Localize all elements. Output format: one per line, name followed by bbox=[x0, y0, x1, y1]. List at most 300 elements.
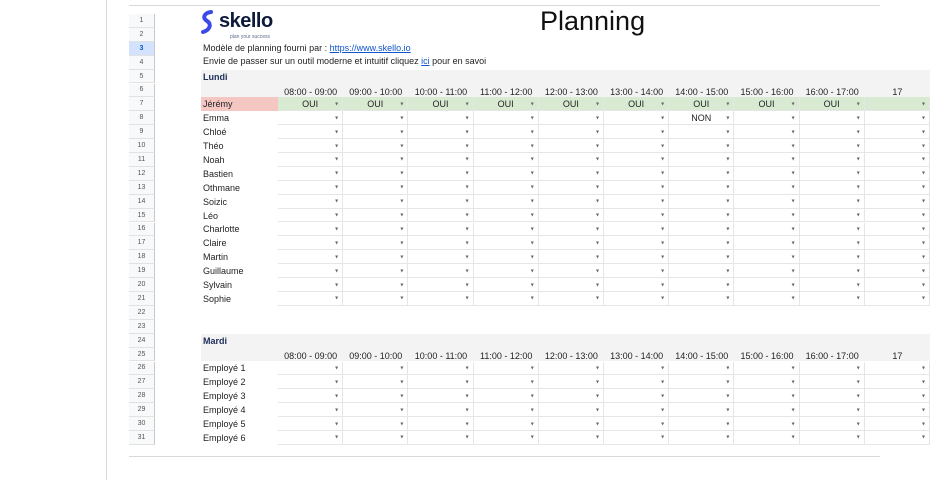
dropdown-arrow-icon[interactable]: ▾ bbox=[661, 365, 665, 372]
availability-dropdown-cell[interactable] bbox=[865, 167, 930, 181]
employee-name[interactable]: Employé 2 bbox=[203, 377, 246, 388]
availability-dropdown-cell[interactable] bbox=[539, 181, 604, 195]
dropdown-arrow-icon[interactable]: ▾ bbox=[400, 379, 404, 386]
dropdown-arrow-icon[interactable]: ▾ bbox=[595, 365, 599, 372]
availability-dropdown-cell[interactable] bbox=[278, 375, 343, 389]
dropdown-arrow-icon[interactable]: ▾ bbox=[400, 254, 404, 261]
availability-dropdown-cell[interactable] bbox=[865, 236, 930, 250]
dropdown-arrow-icon[interactable]: ▾ bbox=[335, 240, 339, 247]
dropdown-arrow-icon[interactable]: ▾ bbox=[595, 393, 599, 400]
row-number[interactable]: 24 bbox=[129, 334, 155, 348]
dropdown-arrow-icon[interactable]: ▾ bbox=[465, 365, 469, 372]
availability-dropdown-cell[interactable] bbox=[800, 139, 865, 153]
row-number[interactable]: 9 bbox=[129, 125, 155, 139]
dropdown-arrow-icon[interactable]: ▾ bbox=[530, 295, 534, 302]
availability-dropdown-cell[interactable] bbox=[343, 417, 408, 431]
dropdown-arrow-icon[interactable]: ▾ bbox=[921, 156, 925, 163]
dropdown-arrow-icon[interactable]: ▾ bbox=[791, 156, 795, 163]
row-number[interactable]: 3 bbox=[129, 42, 155, 56]
availability-dropdown-cell[interactable] bbox=[408, 417, 473, 431]
dropdown-arrow-icon[interactable]: ▾ bbox=[661, 101, 665, 108]
row-number[interactable]: 16 bbox=[129, 223, 155, 237]
dropdown-arrow-icon[interactable]: ▾ bbox=[791, 407, 795, 414]
availability-dropdown-cell[interactable] bbox=[734, 195, 799, 209]
dropdown-arrow-icon[interactable]: ▾ bbox=[530, 365, 534, 372]
availability-dropdown-cell[interactable] bbox=[734, 278, 799, 292]
dropdown-arrow-icon[interactable]: ▾ bbox=[726, 365, 730, 372]
availability-dropdown-cell[interactable] bbox=[408, 181, 473, 195]
availability-dropdown-cell[interactable] bbox=[604, 236, 669, 250]
availability-dropdown-cell[interactable] bbox=[278, 362, 343, 376]
availability-dropdown-cell[interactable] bbox=[800, 125, 865, 139]
availability-dropdown-cell[interactable] bbox=[343, 181, 408, 195]
promo-link[interactable]: ici bbox=[421, 56, 430, 66]
dropdown-arrow-icon[interactable]: ▾ bbox=[335, 407, 339, 414]
dropdown-arrow-icon[interactable]: ▾ bbox=[530, 240, 534, 247]
dropdown-arrow-icon[interactable]: ▾ bbox=[726, 184, 730, 191]
row-number[interactable]: 8 bbox=[129, 111, 155, 125]
dropdown-arrow-icon[interactable]: ▾ bbox=[856, 268, 860, 275]
dropdown-arrow-icon[interactable]: ▾ bbox=[595, 198, 599, 205]
dropdown-arrow-icon[interactable]: ▾ bbox=[530, 254, 534, 261]
availability-dropdown-cell[interactable] bbox=[343, 362, 408, 376]
dropdown-arrow-icon[interactable]: ▾ bbox=[335, 393, 339, 400]
availability-dropdown-cell[interactable] bbox=[669, 417, 734, 431]
availability-dropdown-cell[interactable] bbox=[669, 375, 734, 389]
availability-dropdown-cell[interactable] bbox=[669, 97, 734, 111]
availability-dropdown-cell[interactable] bbox=[734, 236, 799, 250]
dropdown-arrow-icon[interactable]: ▾ bbox=[921, 379, 925, 386]
dropdown-arrow-icon[interactable]: ▾ bbox=[726, 226, 730, 233]
dropdown-arrow-icon[interactable]: ▾ bbox=[661, 226, 665, 233]
row-number[interactable]: 4 bbox=[129, 56, 155, 70]
availability-dropdown-cell[interactable] bbox=[800, 431, 865, 445]
dropdown-arrow-icon[interactable]: ▾ bbox=[726, 434, 730, 441]
availability-dropdown-cell[interactable] bbox=[669, 389, 734, 403]
dropdown-arrow-icon[interactable]: ▾ bbox=[791, 393, 795, 400]
availability-dropdown-cell[interactable] bbox=[604, 111, 669, 125]
availability-dropdown-cell[interactable] bbox=[539, 153, 604, 167]
dropdown-arrow-icon[interactable]: ▾ bbox=[921, 184, 925, 191]
availability-dropdown-cell[interactable] bbox=[800, 292, 865, 306]
availability-dropdown-cell[interactable] bbox=[474, 195, 539, 209]
dropdown-arrow-icon[interactable]: ▾ bbox=[465, 254, 469, 261]
availability-dropdown-cell[interactable] bbox=[408, 139, 473, 153]
dropdown-arrow-icon[interactable]: ▾ bbox=[465, 407, 469, 414]
availability-dropdown-cell[interactable] bbox=[539, 417, 604, 431]
availability-dropdown-cell[interactable] bbox=[669, 431, 734, 445]
availability-dropdown-cell[interactable] bbox=[474, 167, 539, 181]
dropdown-arrow-icon[interactable]: ▾ bbox=[856, 282, 860, 289]
availability-dropdown-cell[interactable] bbox=[865, 153, 930, 167]
employee-name[interactable]: Chloé bbox=[203, 127, 227, 138]
dropdown-arrow-icon[interactable]: ▾ bbox=[595, 184, 599, 191]
availability-dropdown-cell[interactable] bbox=[865, 97, 930, 111]
dropdown-arrow-icon[interactable]: ▾ bbox=[400, 240, 404, 247]
dropdown-arrow-icon[interactable]: ▾ bbox=[335, 268, 339, 275]
availability-dropdown-cell[interactable] bbox=[669, 292, 734, 306]
row-number[interactable]: 29 bbox=[129, 403, 155, 417]
availability-dropdown-cell[interactable] bbox=[474, 375, 539, 389]
dropdown-arrow-icon[interactable]: ▾ bbox=[726, 240, 730, 247]
dropdown-arrow-icon[interactable]: ▾ bbox=[400, 143, 404, 150]
dropdown-arrow-icon[interactable]: ▾ bbox=[921, 226, 925, 233]
availability-dropdown-cell[interactable] bbox=[604, 362, 669, 376]
availability-dropdown-cell[interactable] bbox=[474, 362, 539, 376]
dropdown-arrow-icon[interactable]: ▾ bbox=[921, 407, 925, 414]
dropdown-arrow-icon[interactable]: ▾ bbox=[661, 379, 665, 386]
availability-dropdown-cell[interactable] bbox=[408, 111, 473, 125]
row-number[interactable]: 6 bbox=[129, 84, 155, 98]
availability-dropdown-cell[interactable] bbox=[343, 167, 408, 181]
availability-dropdown-cell[interactable] bbox=[278, 139, 343, 153]
dropdown-arrow-icon[interactable]: ▾ bbox=[661, 240, 665, 247]
availability-dropdown-cell[interactable] bbox=[669, 264, 734, 278]
availability-dropdown-cell[interactable] bbox=[800, 153, 865, 167]
availability-dropdown-cell[interactable] bbox=[278, 195, 343, 209]
dropdown-arrow-icon[interactable]: ▾ bbox=[661, 129, 665, 136]
availability-dropdown-cell[interactable] bbox=[278, 278, 343, 292]
dropdown-arrow-icon[interactable]: ▾ bbox=[661, 393, 665, 400]
dropdown-arrow-icon[interactable]: ▾ bbox=[400, 434, 404, 441]
dropdown-arrow-icon[interactable]: ▾ bbox=[530, 421, 534, 428]
availability-dropdown-cell[interactable] bbox=[278, 292, 343, 306]
dropdown-arrow-icon[interactable]: ▾ bbox=[856, 170, 860, 177]
availability-dropdown-cell[interactable] bbox=[343, 292, 408, 306]
dropdown-arrow-icon[interactable]: ▾ bbox=[335, 115, 339, 122]
availability-dropdown-cell[interactable] bbox=[604, 181, 669, 195]
dropdown-arrow-icon[interactable]: ▾ bbox=[530, 115, 534, 122]
employee-name[interactable]: Bastien bbox=[203, 168, 234, 179]
employee-name[interactable]: Léo bbox=[203, 210, 219, 221]
row-number[interactable]: 13 bbox=[129, 181, 155, 195]
row-number[interactable]: 22 bbox=[129, 306, 155, 320]
dropdown-arrow-icon[interactable]: ▾ bbox=[595, 407, 599, 414]
availability-dropdown-cell[interactable] bbox=[800, 362, 865, 376]
availability-dropdown-cell[interactable] bbox=[474, 264, 539, 278]
availability-dropdown-cell[interactable] bbox=[343, 153, 408, 167]
skello-link[interactable]: https://www.skello.io bbox=[329, 43, 411, 53]
availability-dropdown-cell[interactable] bbox=[474, 97, 539, 111]
availability-dropdown-cell[interactable] bbox=[865, 389, 930, 403]
dropdown-arrow-icon[interactable]: ▾ bbox=[921, 115, 925, 122]
row-number[interactable]: 11 bbox=[129, 153, 155, 167]
dropdown-arrow-icon[interactable]: ▾ bbox=[400, 156, 404, 163]
dropdown-arrow-icon[interactable]: ▾ bbox=[726, 393, 730, 400]
availability-dropdown-cell[interactable] bbox=[408, 223, 473, 237]
dropdown-arrow-icon[interactable]: ▾ bbox=[465, 115, 469, 122]
availability-dropdown-cell[interactable] bbox=[278, 111, 343, 125]
availability-dropdown-cell[interactable] bbox=[278, 417, 343, 431]
availability-dropdown-cell[interactable] bbox=[343, 111, 408, 125]
dropdown-arrow-icon[interactable]: ▾ bbox=[335, 434, 339, 441]
availability-dropdown-cell[interactable] bbox=[669, 139, 734, 153]
availability-dropdown-cell[interactable] bbox=[604, 167, 669, 181]
dropdown-arrow-icon[interactable]: ▾ bbox=[595, 295, 599, 302]
dropdown-arrow-icon[interactable]: ▾ bbox=[465, 226, 469, 233]
availability-dropdown-cell[interactable] bbox=[539, 403, 604, 417]
dropdown-arrow-icon[interactable]: ▾ bbox=[791, 101, 795, 108]
employee-name[interactable]: Jérémy bbox=[201, 97, 278, 111]
dropdown-arrow-icon[interactable]: ▾ bbox=[856, 407, 860, 414]
availability-dropdown-cell[interactable] bbox=[734, 209, 799, 223]
availability-dropdown-cell[interactable] bbox=[800, 195, 865, 209]
availability-dropdown-cell[interactable] bbox=[865, 278, 930, 292]
row-number[interactable]: 27 bbox=[129, 375, 155, 389]
dropdown-arrow-icon[interactable]: ▾ bbox=[335, 379, 339, 386]
dropdown-arrow-icon[interactable]: ▾ bbox=[726, 282, 730, 289]
availability-dropdown-cell[interactable] bbox=[734, 97, 799, 111]
dropdown-arrow-icon[interactable]: ▾ bbox=[335, 226, 339, 233]
availability-dropdown-cell[interactable] bbox=[604, 292, 669, 306]
dropdown-arrow-icon[interactable]: ▾ bbox=[595, 226, 599, 233]
dropdown-arrow-icon[interactable]: ▾ bbox=[530, 393, 534, 400]
availability-dropdown-cell[interactable] bbox=[408, 153, 473, 167]
dropdown-arrow-icon[interactable]: ▾ bbox=[921, 295, 925, 302]
availability-dropdown-cell[interactable] bbox=[539, 431, 604, 445]
availability-dropdown-cell[interactable] bbox=[669, 195, 734, 209]
dropdown-arrow-icon[interactable]: ▾ bbox=[661, 407, 665, 414]
availability-dropdown-cell[interactable] bbox=[539, 139, 604, 153]
availability-dropdown-cell[interactable] bbox=[604, 139, 669, 153]
employee-name[interactable]: Noah bbox=[203, 154, 225, 165]
dropdown-arrow-icon[interactable]: ▾ bbox=[856, 379, 860, 386]
dropdown-arrow-icon[interactable]: ▾ bbox=[791, 184, 795, 191]
availability-dropdown-cell[interactable] bbox=[669, 209, 734, 223]
dropdown-arrow-icon[interactable]: ▾ bbox=[335, 212, 339, 219]
dropdown-arrow-icon[interactable]: ▾ bbox=[726, 295, 730, 302]
availability-dropdown-cell[interactable] bbox=[734, 417, 799, 431]
availability-dropdown-cell[interactable] bbox=[343, 375, 408, 389]
row-number[interactable]: 12 bbox=[129, 167, 155, 181]
availability-dropdown-cell[interactable] bbox=[734, 153, 799, 167]
dropdown-arrow-icon[interactable]: ▾ bbox=[400, 170, 404, 177]
dropdown-arrow-icon[interactable]: ▾ bbox=[661, 421, 665, 428]
availability-dropdown-cell[interactable] bbox=[343, 139, 408, 153]
dropdown-arrow-icon[interactable]: ▾ bbox=[856, 226, 860, 233]
availability-dropdown-cell[interactable] bbox=[604, 223, 669, 237]
availability-dropdown-cell[interactable] bbox=[343, 223, 408, 237]
availability-dropdown-cell[interactable] bbox=[865, 362, 930, 376]
dropdown-arrow-icon[interactable]: ▾ bbox=[400, 184, 404, 191]
availability-dropdown-cell[interactable] bbox=[408, 195, 473, 209]
dropdown-arrow-icon[interactable]: ▾ bbox=[726, 198, 730, 205]
employee-name[interactable]: Théo bbox=[203, 141, 224, 152]
dropdown-arrow-icon[interactable]: ▾ bbox=[921, 365, 925, 372]
availability-dropdown-cell[interactable] bbox=[474, 125, 539, 139]
availability-dropdown-cell[interactable] bbox=[669, 167, 734, 181]
availability-dropdown-cell[interactable] bbox=[865, 139, 930, 153]
availability-dropdown-cell[interactable] bbox=[278, 431, 343, 445]
dropdown-arrow-icon[interactable]: ▾ bbox=[856, 212, 860, 219]
availability-dropdown-cell[interactable] bbox=[800, 417, 865, 431]
dropdown-arrow-icon[interactable]: ▾ bbox=[465, 268, 469, 275]
dropdown-arrow-icon[interactable]: ▾ bbox=[530, 143, 534, 150]
availability-dropdown-cell[interactable] bbox=[604, 375, 669, 389]
dropdown-arrow-icon[interactable]: ▾ bbox=[726, 421, 730, 428]
availability-dropdown-cell[interactable] bbox=[278, 181, 343, 195]
dropdown-arrow-icon[interactable]: ▾ bbox=[530, 407, 534, 414]
availability-dropdown-cell[interactable] bbox=[408, 362, 473, 376]
dropdown-arrow-icon[interactable]: ▾ bbox=[595, 282, 599, 289]
row-number[interactable]: 2 bbox=[129, 28, 155, 42]
dropdown-arrow-icon[interactable]: ▾ bbox=[791, 434, 795, 441]
row-number[interactable]: 15 bbox=[129, 209, 155, 223]
availability-dropdown-cell[interactable] bbox=[539, 223, 604, 237]
availability-dropdown-cell[interactable] bbox=[604, 195, 669, 209]
availability-dropdown-cell[interactable] bbox=[278, 389, 343, 403]
availability-dropdown-cell[interactable] bbox=[800, 403, 865, 417]
availability-dropdown-cell[interactable] bbox=[278, 167, 343, 181]
availability-dropdown-cell[interactable] bbox=[539, 125, 604, 139]
availability-dropdown-cell[interactable] bbox=[734, 264, 799, 278]
employee-name[interactable]: Guillaume bbox=[203, 266, 244, 277]
availability-dropdown-cell[interactable] bbox=[539, 195, 604, 209]
availability-dropdown-cell[interactable] bbox=[474, 417, 539, 431]
row-number[interactable]: 28 bbox=[129, 389, 155, 403]
dropdown-arrow-icon[interactable]: ▾ bbox=[335, 156, 339, 163]
availability-dropdown-cell[interactable] bbox=[734, 223, 799, 237]
dropdown-arrow-icon[interactable]: ▾ bbox=[465, 282, 469, 289]
dropdown-arrow-icon[interactable]: ▾ bbox=[726, 115, 730, 122]
dropdown-arrow-icon[interactable]: ▾ bbox=[335, 198, 339, 205]
dropdown-arrow-icon[interactable]: ▾ bbox=[530, 379, 534, 386]
availability-dropdown-cell[interactable] bbox=[408, 375, 473, 389]
dropdown-arrow-icon[interactable]: ▾ bbox=[661, 254, 665, 261]
availability-dropdown-cell[interactable] bbox=[408, 292, 473, 306]
availability-dropdown-cell[interactable] bbox=[343, 403, 408, 417]
availability-dropdown-cell[interactable] bbox=[343, 209, 408, 223]
availability-dropdown-cell[interactable] bbox=[474, 111, 539, 125]
dropdown-arrow-icon[interactable]: ▾ bbox=[400, 268, 404, 275]
availability-dropdown-cell[interactable] bbox=[539, 292, 604, 306]
dropdown-arrow-icon[interactable]: ▾ bbox=[791, 295, 795, 302]
availability-dropdown-cell[interactable] bbox=[800, 250, 865, 264]
dropdown-arrow-icon[interactable]: ▾ bbox=[530, 184, 534, 191]
row-number[interactable]: 7 bbox=[129, 97, 155, 111]
dropdown-arrow-icon[interactable]: ▾ bbox=[856, 365, 860, 372]
row-number[interactable]: 17 bbox=[129, 236, 155, 250]
availability-dropdown-cell[interactable] bbox=[408, 264, 473, 278]
dropdown-arrow-icon[interactable]: ▾ bbox=[856, 184, 860, 191]
dropdown-arrow-icon[interactable]: ▾ bbox=[465, 240, 469, 247]
dropdown-arrow-icon[interactable]: ▾ bbox=[530, 129, 534, 136]
dropdown-arrow-icon[interactable]: ▾ bbox=[465, 379, 469, 386]
dropdown-arrow-icon[interactable]: ▾ bbox=[465, 434, 469, 441]
availability-dropdown-cell[interactable] bbox=[539, 111, 604, 125]
availability-dropdown-cell[interactable] bbox=[604, 417, 669, 431]
dropdown-arrow-icon[interactable]: ▾ bbox=[921, 198, 925, 205]
dropdown-arrow-icon[interactable]: ▾ bbox=[465, 393, 469, 400]
dropdown-arrow-icon[interactable]: ▾ bbox=[400, 282, 404, 289]
employee-name[interactable]: Claire bbox=[203, 238, 227, 249]
dropdown-arrow-icon[interactable]: ▾ bbox=[791, 115, 795, 122]
availability-dropdown-cell[interactable] bbox=[669, 153, 734, 167]
dropdown-arrow-icon[interactable]: ▾ bbox=[921, 282, 925, 289]
availability-dropdown-cell[interactable] bbox=[669, 111, 734, 125]
availability-dropdown-cell[interactable] bbox=[408, 209, 473, 223]
dropdown-arrow-icon[interactable]: ▾ bbox=[530, 101, 534, 108]
employee-name[interactable]: Employé 4 bbox=[203, 405, 246, 416]
dropdown-arrow-icon[interactable]: ▾ bbox=[661, 434, 665, 441]
dropdown-arrow-icon[interactable]: ▾ bbox=[595, 129, 599, 136]
availability-dropdown-cell[interactable] bbox=[734, 125, 799, 139]
row-number[interactable]: 10 bbox=[129, 139, 155, 153]
availability-dropdown-cell[interactable] bbox=[800, 236, 865, 250]
dropdown-arrow-icon[interactable]: ▾ bbox=[335, 365, 339, 372]
dropdown-arrow-icon[interactable]: ▾ bbox=[791, 379, 795, 386]
availability-dropdown-cell[interactable] bbox=[800, 264, 865, 278]
dropdown-arrow-icon[interactable]: ▾ bbox=[335, 295, 339, 302]
dropdown-arrow-icon[interactable]: ▾ bbox=[921, 393, 925, 400]
availability-dropdown-cell[interactable] bbox=[278, 153, 343, 167]
availability-dropdown-cell[interactable] bbox=[343, 125, 408, 139]
employee-name[interactable]: Othmane bbox=[203, 182, 241, 193]
availability-dropdown-cell[interactable] bbox=[865, 250, 930, 264]
dropdown-arrow-icon[interactable]: ▾ bbox=[530, 156, 534, 163]
row-number[interactable]: 5 bbox=[129, 70, 155, 84]
dropdown-arrow-icon[interactable]: ▾ bbox=[856, 101, 860, 108]
dropdown-arrow-icon[interactable]: ▾ bbox=[856, 254, 860, 261]
dropdown-arrow-icon[interactable]: ▾ bbox=[921, 268, 925, 275]
dropdown-arrow-icon[interactable]: ▾ bbox=[791, 365, 795, 372]
employee-name[interactable]: Soizic bbox=[203, 196, 228, 207]
availability-dropdown-cell[interactable] bbox=[474, 292, 539, 306]
dropdown-arrow-icon[interactable]: ▾ bbox=[595, 170, 599, 177]
availability-dropdown-cell[interactable] bbox=[800, 167, 865, 181]
availability-dropdown-cell[interactable] bbox=[669, 278, 734, 292]
row-number[interactable]: 21 bbox=[129, 292, 155, 306]
dropdown-arrow-icon[interactable]: ▾ bbox=[661, 198, 665, 205]
availability-dropdown-cell[interactable] bbox=[474, 278, 539, 292]
dropdown-arrow-icon[interactable]: ▾ bbox=[335, 282, 339, 289]
availability-dropdown-cell[interactable] bbox=[474, 153, 539, 167]
availability-dropdown-cell[interactable] bbox=[539, 97, 604, 111]
dropdown-arrow-icon[interactable]: ▾ bbox=[661, 282, 665, 289]
dropdown-arrow-icon[interactable]: ▾ bbox=[856, 295, 860, 302]
availability-dropdown-cell[interactable] bbox=[734, 389, 799, 403]
dropdown-arrow-icon[interactable]: ▾ bbox=[856, 198, 860, 205]
dropdown-arrow-icon[interactable]: ▾ bbox=[791, 129, 795, 136]
dropdown-arrow-icon[interactable]: ▾ bbox=[335, 170, 339, 177]
availability-dropdown-cell[interactable] bbox=[669, 250, 734, 264]
dropdown-arrow-icon[interactable]: ▾ bbox=[921, 240, 925, 247]
row-number[interactable]: 25 bbox=[129, 348, 155, 362]
dropdown-arrow-icon[interactable]: ▾ bbox=[921, 129, 925, 136]
dropdown-arrow-icon[interactable]: ▾ bbox=[400, 421, 404, 428]
availability-dropdown-cell[interactable] bbox=[408, 278, 473, 292]
dropdown-arrow-icon[interactable]: ▾ bbox=[921, 421, 925, 428]
availability-dropdown-cell[interactable] bbox=[604, 125, 669, 139]
availability-dropdown-cell[interactable] bbox=[669, 236, 734, 250]
availability-dropdown-cell[interactable] bbox=[343, 278, 408, 292]
dropdown-arrow-icon[interactable]: ▾ bbox=[530, 282, 534, 289]
dropdown-arrow-icon[interactable]: ▾ bbox=[791, 282, 795, 289]
dropdown-arrow-icon[interactable]: ▾ bbox=[661, 115, 665, 122]
dropdown-arrow-icon[interactable]: ▾ bbox=[400, 101, 404, 108]
employee-name[interactable]: Charlotte bbox=[203, 224, 240, 235]
availability-dropdown-cell[interactable] bbox=[539, 209, 604, 223]
dropdown-arrow-icon[interactable]: ▾ bbox=[530, 268, 534, 275]
availability-dropdown-cell[interactable] bbox=[800, 223, 865, 237]
availability-dropdown-cell[interactable] bbox=[604, 97, 669, 111]
availability-dropdown-cell[interactable] bbox=[474, 389, 539, 403]
dropdown-arrow-icon[interactable]: ▾ bbox=[726, 254, 730, 261]
row-number[interactable]: 18 bbox=[129, 250, 155, 264]
employee-name[interactable]: Employé 1 bbox=[203, 363, 246, 374]
availability-dropdown-cell[interactable] bbox=[278, 97, 343, 111]
dropdown-arrow-icon[interactable]: ▾ bbox=[400, 407, 404, 414]
